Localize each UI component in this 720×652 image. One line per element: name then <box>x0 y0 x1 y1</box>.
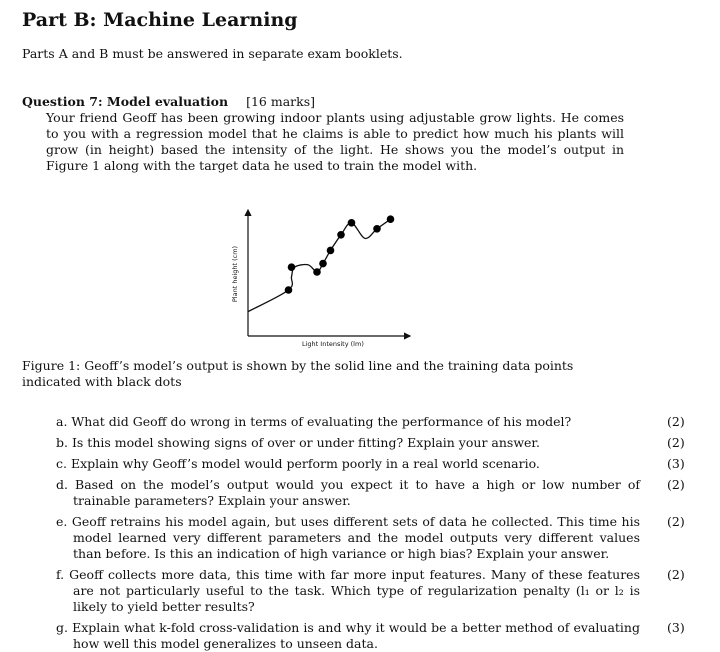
subquestion-label: g. <box>56 620 68 635</box>
subquestion-points: (2) <box>667 567 685 582</box>
subquestion-f <box>56 567 686 615</box>
model-output-chart <box>226 196 426 352</box>
subquestion-a <box>56 414 686 430</box>
subquestion-text: Geoff collects more data, this time with far more input features. Many of these features are not particularly useful to the task. Which type of regularization penalty (l₁ or l₂ is likely to yield better results? <box>69 567 640 614</box>
figure-1 <box>226 196 426 352</box>
subquestion-label: d. <box>56 477 68 492</box>
subquestion-c <box>56 456 686 472</box>
question-marks: [16 marks] <box>246 94 315 109</box>
training-data-point <box>387 215 395 223</box>
subquestion-points: (3) <box>667 456 685 471</box>
subquestion-list <box>56 414 686 652</box>
subquestion-points: (2) <box>667 514 685 529</box>
subquestion-label: e. <box>56 514 68 529</box>
training-data-point <box>313 268 321 276</box>
subquestion-g <box>56 620 686 652</box>
x-axis-label: Light Intensity (lm) <box>302 340 364 348</box>
subquestion-d <box>56 477 686 509</box>
question-body: Your friend Geoff has been growing indoor plants using adjustable grow lights. He comes to you with a regression model that he claims is able to predict how much his plants will grow (in height) based the intensity of the light. He shows you the model’s output in Figure 1 along with the target data he used to train the model with. <box>46 110 624 173</box>
subquestion-label: f. <box>56 567 65 582</box>
training-data-point <box>327 247 335 255</box>
training-data-point <box>285 286 293 294</box>
question-header <box>22 94 315 109</box>
subquestion-text: Explain what k-fold cross-validation is and why it would be a better method of evaluating how well this model generalizes to unseen data. <box>72 620 640 651</box>
training-data-point <box>319 260 327 268</box>
training-data-point <box>288 263 296 271</box>
y-axis-label: Plant height (cm) <box>231 245 239 303</box>
training-data-point <box>348 219 356 227</box>
subquestion-text: Geoff retrains his model again, but uses different sets of data he collected. This time his model learned very different parameters and the model outputs very different values than before. Is this an indication of high variance or high bias? Explain your answer. <box>71 514 640 561</box>
subquestion-text: Is this model showing signs of over or under fitting? Explain your answer. <box>71 435 540 450</box>
exam-instructions: Parts A and B must be answered in separate exam booklets. <box>22 46 403 61</box>
subquestion-label: a. <box>56 414 68 429</box>
question-title: Question 7: Model evaluation <box>22 94 229 109</box>
subquestion-points: (2) <box>667 435 685 450</box>
subquestion-e <box>56 514 686 562</box>
figure-caption: Figure 1: Geoff’s model’s output is shown by the solid line and the training data points indicated with black dots <box>22 358 574 389</box>
subquestion-text: Explain why Geoff’s model would perform poorly in a real world scenario. <box>70 456 540 471</box>
subquestion-label: b. <box>56 435 68 450</box>
training-data-point <box>373 225 381 233</box>
part-title: Part B: Machine Learning <box>22 9 298 31</box>
subquestion-text: What did Geoff do wrong in terms of evaluating the performance of his model? <box>71 414 572 429</box>
subquestion-points: (2) <box>667 414 685 429</box>
model-output-line <box>248 219 391 311</box>
subquestion-b <box>56 435 686 451</box>
subquestion-points: (3) <box>667 620 685 635</box>
subquestion-label: c. <box>56 456 67 471</box>
subquestion-points: (2) <box>667 477 685 492</box>
training-data-point <box>337 231 345 239</box>
subquestion-text: Based on the model’s output would you expect it to have a high or low number of trainable parameters? Explain your answer. <box>73 477 640 508</box>
